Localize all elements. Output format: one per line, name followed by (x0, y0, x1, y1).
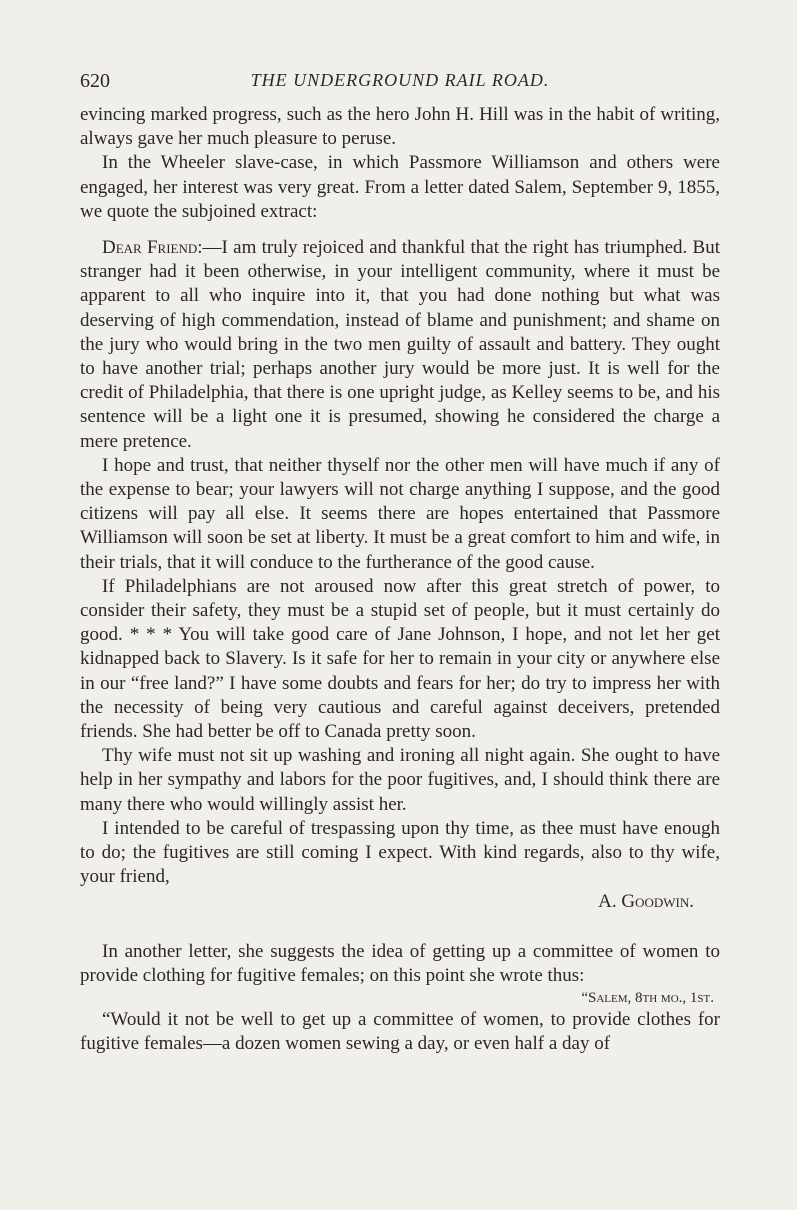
paragraph-committee-intro: In another letter, she suggests the idea of getting up a committee of women to provide clothing for fugitive females; on this point she wrote thus: (80, 940, 720, 986)
paragraph-wheeler-case: In the Wheeler slave-case, in which Passmore Williamson and others were engaged, her interest was very great. From a letter dated Salem, September 9, 1855, we quote the subjoined extract: (80, 152, 720, 222)
page-number: 620 (80, 70, 110, 92)
running-title: THE UNDERGROUND RAIL ROAD. (250, 70, 550, 90)
letter-paragraph-philadelphians: If Philadelphians are not aroused now after this great stretch of power, to consider their safety, they must be a stupid set of people, but it must certainly do good. * * * You will take good care of Jane Johnson, I hope, and not let her get kidnapped back to Slavery. Is it safe for her to remain in your city or anywhere else in our “free land?” I have some doubts and fears for her; do try to impress her with the necessity of being very cautious and careful against deceivers, pretended friends. She had better be off to Canada pretty soon. (80, 575, 720, 743)
letter-salutation: Dear Friend (102, 237, 198, 259)
letter-opening-paragraph (80, 236, 720, 454)
letter-dateline: “Salem, 8th mo., 1st. (581, 990, 714, 1007)
letter-opening-body: :—I am truly rejoiced and thankful that the right has triumphed. But stranger had it been otherwise, in your intelligent community, where it must be apparent to all who inquire into it, that you had done nothing but what was deserving of high commendation, instead of blame and punishment; and shame on the jury who would bring in the two men guilty of assault and battery. They ought to have another trial; perhaps another jury would be more just. It is well for the credit of Philadelphia, that there is one upright judge, as Kelley seems to be, and his sentence will be a light one it is presumed, showing he considered the charge a mere pretence. (80, 237, 720, 452)
letter-signature: A. Goodwin. (598, 890, 694, 912)
letter-paragraph-expense: I hope and trust, that neither thyself nor the other men will have much if any of the expense to bear; your lawyers will not charge anything I suppose, and the good citizens will pay all else. It seems there are hopes entertained that Passmore Williamson will soon be set at liberty. It must be a great comfort to him and wife, in their trials, that it will conduce to the furtherance of the good cause. (80, 454, 720, 573)
letter-paragraph-closing: I intended to be careful of trespassing upon thy time, as thee must have enough to do; the fugitives are still coming I expect. With kind regards, also to thy wife, your friend, (80, 817, 720, 888)
paragraph-continuation: evincing marked progress, such as the hero John H. Hill was in the habit of writing, always gave her much pleasure to peruse. (80, 104, 720, 150)
letter-paragraph-wife: Thy wife must not sit up washing and ironing all night again. She ought to have help in her sympathy and labors for the poor fugitives, and, I should think there are many there who would willingly assist her. (80, 745, 720, 815)
page-header (80, 64, 720, 98)
body-text (80, 103, 720, 1057)
paragraph-committee-quote: “Would it not be well to get up a committee of women, to provide clothes for fugitive females—a dozen women sewing a day, or even half a day of (80, 1009, 720, 1055)
